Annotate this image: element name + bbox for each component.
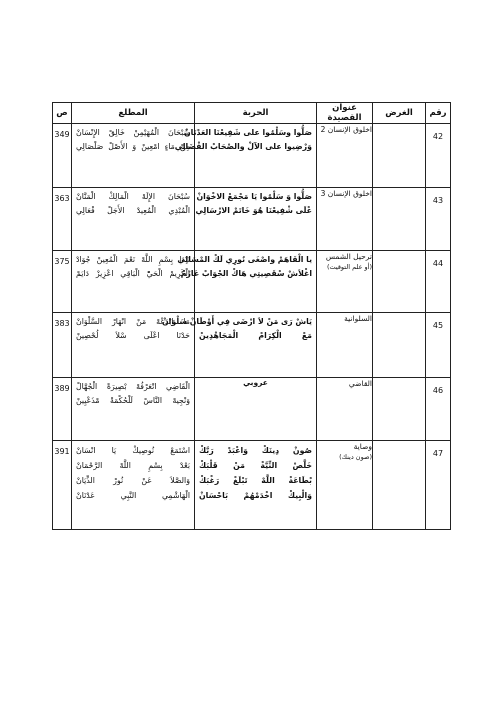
table-row — [53, 313, 451, 378]
purpose-cell — [373, 188, 426, 251]
poem-title: السلوانية — [344, 314, 372, 323]
poem-title: اخلوق الإنسان 2 — [320, 125, 372, 134]
meter-cell — [174, 124, 317, 188]
opening-cell — [72, 378, 195, 441]
opening-cell — [72, 251, 195, 313]
header-title: عنوان القصيدة — [317, 103, 373, 124]
purpose-cell — [373, 378, 426, 441]
opening-cell — [72, 124, 195, 188]
title-cell — [317, 441, 373, 530]
verse-line: سُبْحَانَ الإِلَهْ الْمَالِكْ الْمَنَّانْ — [76, 192, 190, 201]
row-number-cell: 45 — [426, 313, 451, 378]
poems-table — [52, 102, 451, 530]
verse-line: وَالْبِيكْ اخْدَمْهُمْ بَاحْسَانْ — [199, 491, 312, 500]
verse-line: الْمُبْدِي الْمُعِيدْ الأَجَلْ فْعَالِي — [76, 206, 190, 215]
meter-cell — [195, 441, 317, 530]
title-cell — [317, 378, 373, 441]
meter-label: عروبي — [243, 378, 268, 387]
verse-line: نَبْدَا بِسْمِ اللَّهْ نَعْمَ الْمُعِينْ جُوَادْ — [76, 255, 190, 264]
verse-line: وَرْضِيوا على الآلْ والصْحَابْ الفْضَالِي — [174, 142, 312, 151]
purpose-cell — [373, 313, 426, 378]
table-row — [53, 378, 451, 441]
verse-line: مَعْ الْكِرَامْ الْمَجَاهْدِينْ — [199, 331, 312, 340]
verse-line: يا الْفَاهَمْ واصْغَى نُورِي لَكْ المْسَالِي — [177, 255, 312, 264]
header-opening: المطلع — [72, 103, 195, 124]
poem-title: ترحيل الشمس — [325, 252, 372, 261]
verse-line: اغْلاَشْ سْقَصِيتِي هَاكْ الجْوَابْ عَازَمْ — [180, 269, 312, 278]
meter-cell — [195, 188, 317, 251]
table-row — [53, 251, 451, 313]
verse-line: سُبْحَانَ الْمُهَيْمِنْ خَالِقْ الإِنْسَانْ — [76, 128, 190, 137]
purpose-cell — [373, 441, 426, 530]
header-meter: الحربة — [195, 103, 317, 124]
poem-subtitle: (أو علم التوقيت) — [326, 263, 372, 271]
title-cell — [317, 188, 373, 251]
meter-cell — [195, 378, 317, 441]
row-number-cell: 43 — [426, 188, 451, 251]
verse-line: بْطَاعَةْ اللَّهْ تَبْلَغْ رَغْبَكْ — [199, 476, 312, 485]
poem-title: وصاية — [353, 442, 372, 451]
table-row — [53, 124, 451, 188]
verse-line: الْهَاشْمِي النَّبِي عَدْنَانْ — [76, 491, 190, 500]
page-number-cell: 349 — [53, 124, 72, 188]
table-row — [53, 188, 451, 251]
verse-line: يَاشْ رَى مَنْ لاَ ارْضَى فِي أَوْطَانْ سَلْوَانْ — [162, 317, 312, 326]
page-number-cell: 383 — [53, 313, 72, 378]
header-page: ص — [53, 103, 72, 124]
verse-line: صُونْ دِينَكْ وَاعْبَدْ رَبَّكْ — [199, 446, 312, 455]
verse-line: وَنْجِيهْ النَّاسْ لَلْحُكْمَةْ مْذَعْيِينْ — [76, 396, 190, 405]
verse-line: الْقَاضِي اتْعَرْفُهْ بْصِيرَةْ الْجُهَّالْ — [76, 382, 190, 391]
poem-title: اخلوق الإنسان 3 — [320, 189, 372, 198]
title-cell — [317, 124, 373, 188]
title-cell — [317, 251, 373, 313]
poem-subtitle: (صون دينك) — [339, 453, 372, 461]
verse-line: خَلَّصْ النِّيَّةْ مَنْ قَلْبَكْ — [199, 461, 312, 470]
verse-line: بَعْدْ بِسْمِ اللَّهْ الرَّحْمَانْ — [76, 461, 190, 470]
verse-line: وَالصَّلاَ عَنْ نُورْ الذِّيَانْ — [76, 476, 190, 485]
opening-cell — [72, 441, 195, 530]
purpose-cell — [373, 251, 426, 313]
page-number-cell: 391 — [53, 441, 72, 530]
verse-line: عْلَى شْفِيعْنَا هُوَ خَاتَمْ الارْسَالِي — [195, 206, 312, 215]
row-number-cell: 42 — [426, 124, 451, 188]
verse-line: صَلُّوا وسَلْمُوا على شَفِيعْنَا العَدْنَانْ — [183, 128, 312, 137]
poem-title: القاضي — [348, 379, 372, 388]
page-number-cell: 389 — [53, 378, 72, 441]
opening-cell — [72, 188, 195, 251]
header-purpose: الغرض — [373, 103, 426, 124]
verse-line: مَا ابْدَعْهْ مَنْ انْهَارْ السَّلْوَانْ — [76, 317, 190, 326]
verse-line: اسْتَمَعْ نُوصِيكْ يَا انْسَانْ — [76, 446, 190, 455]
meter-cell — [162, 313, 317, 378]
purpose-cell — [373, 124, 426, 188]
row-number-cell: 44 — [426, 251, 451, 313]
verse-line: مِنْ مَاءٍ امْعِينْ وَ الأَصْلْ صَلْصَالِي — [76, 142, 190, 151]
title-cell — [317, 313, 373, 378]
table-row — [53, 441, 451, 530]
verse-line: صَلُّوا وَ سَلْمُوا يَا مَجْمَعْ الاخْوَانْ — [196, 192, 312, 201]
page-number-cell: 363 — [53, 188, 72, 251]
header-row — [53, 103, 451, 124]
verse-line: الْكَرِيمْ الْحَيّْ الْبَاقِي اعْزِيزْ دَايَمْ — [76, 269, 190, 278]
verse-line: حَدْنَا اعْلَى سْلاَ لُحْصِينْ — [76, 331, 190, 340]
row-number-cell: 47 — [426, 441, 451, 530]
page-number-cell: 375 — [53, 251, 72, 313]
meter-cell — [177, 251, 317, 313]
row-number-cell: 46 — [426, 378, 451, 441]
header-number: رقم — [426, 103, 451, 124]
